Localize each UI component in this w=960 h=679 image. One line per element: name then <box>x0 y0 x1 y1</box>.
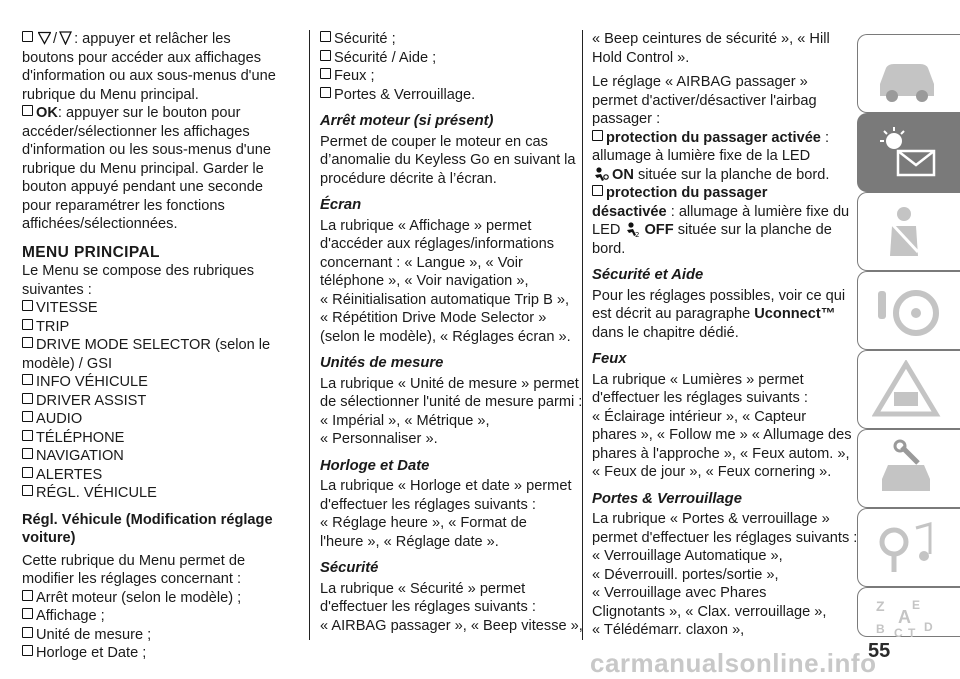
horloge-paragraph <box>320 477 578 551</box>
bullet-square-icon <box>22 374 33 385</box>
airbag-led-icon <box>592 166 609 183</box>
list-item <box>22 318 302 337</box>
text-line: « AIRBAG passager », « Beep vitesse », <box>320 617 583 634</box>
bullet-square-icon <box>22 627 33 638</box>
text-line: bord. <box>592 240 626 257</box>
on-label: ON <box>612 166 634 183</box>
regl-line: modifier les réglages concernant : <box>22 571 242 587</box>
chapter-tab-safety[interactable] <box>857 192 960 271</box>
text-line: permet d'activer/désactiver l'airbag <box>592 92 817 109</box>
svg-text:C: C <box>894 626 903 637</box>
text-line: « Personnaliser ». <box>320 431 438 447</box>
text-line: « Beep ceintures de sécurité », « Hill <box>592 31 830 47</box>
ecran-heading: Écran <box>320 197 362 213</box>
regl-paragraph <box>22 552 302 589</box>
bullet-square-icon <box>22 448 33 459</box>
bullet-square-icon <box>592 185 603 196</box>
unites-paragraph <box>320 375 583 449</box>
list-item <box>320 30 578 49</box>
svg-text:T: T <box>908 626 916 637</box>
list-item-label: AUDIO <box>36 411 83 427</box>
list-item-label: ALERTES <box>36 466 103 483</box>
text-line: « Déverrouill. portes/sortie », <box>592 566 779 583</box>
column-divider <box>309 30 310 640</box>
text-line: d’anomalie du Keyless Go en suivant la <box>320 152 576 168</box>
airbag-paragraph <box>592 73 854 129</box>
text-line: « Répétition Drive Mode Selector » <box>320 310 547 326</box>
list-item-label: DRIVER ASSIST <box>36 392 147 409</box>
text-fragment: LED <box>592 222 621 238</box>
column-divider <box>582 30 583 640</box>
seatbelt-icon <box>872 202 942 262</box>
warning-triangle-icon <box>872 360 942 420</box>
protection-desactive-item <box>592 184 854 258</box>
bullet-square-icon <box>22 467 33 478</box>
svg-text:B: B <box>876 622 885 636</box>
ecran-paragraph <box>320 217 578 347</box>
chapter-tab-dashboard[interactable] <box>857 113 960 192</box>
text-line: « Réinitialisation automatique Trip B », <box>320 291 570 308</box>
text-line: d'effectuer les réglages suivants : <box>320 599 536 615</box>
text-line: procédure décrite à l’écran. <box>320 170 497 187</box>
svg-text:E: E <box>912 598 921 612</box>
bullet-square-icon <box>22 319 33 330</box>
bullet-square-icon <box>22 411 33 422</box>
dashboard-lights-icon <box>872 123 942 183</box>
horloge-heading: Horloge et Date <box>320 457 430 474</box>
ok-line: d'information ou les sous-menus d'une <box>22 142 271 158</box>
chapter-tab-maintenance[interactable] <box>857 429 960 508</box>
list-item <box>22 626 302 645</box>
text-line: permet d'effectuer les réglages suivants : <box>592 529 858 546</box>
heading-line: voiture) <box>22 530 76 546</box>
securite-aide-heading: Sécurité et Aide <box>592 267 704 283</box>
text-line: d'accéder aux réglages/informations <box>320 236 554 252</box>
ok-line: pour reparamétrer les fonctions <box>22 197 225 214</box>
text-line: Permet de couper le moteur en cas <box>320 133 548 150</box>
text-line: d'effectuer les réglages suivants : <box>320 496 536 513</box>
menu-list <box>22 299 302 503</box>
intro-paragraph <box>22 30 302 104</box>
list-item <box>22 644 302 663</box>
bullet-square-icon <box>592 130 603 141</box>
text-line: La rubrique « Affichage » permet <box>320 217 532 234</box>
separator: / <box>53 31 58 47</box>
list-item-label: VITESSE <box>36 300 98 316</box>
list-item <box>22 429 302 448</box>
bullet-square-icon <box>22 300 33 311</box>
svg-text:2: 2 <box>635 231 640 238</box>
text-line: « Verrouillage avec Phares <box>592 585 767 601</box>
svg-text:D: D <box>924 620 933 634</box>
list-item-label: Portes & Verrouillage. <box>334 86 476 103</box>
list-item <box>22 484 302 503</box>
bullet-square-icon <box>22 608 33 619</box>
text-fragment: située sur la planche de bord. <box>633 166 830 183</box>
list-item-label: INFO VÉHICULE <box>36 374 148 390</box>
intro-line: boutons pour accéder aux affichages <box>22 49 262 66</box>
uconnect-term: Uconnect™ <box>754 306 836 322</box>
bullet-square-icon <box>22 393 33 404</box>
text-line: Pour les réglages possibles, voir ce qui <box>592 287 846 304</box>
bullet-square-icon <box>320 68 331 79</box>
text-fragment: : <box>820 129 830 146</box>
menu-intro-line: suivantes : <box>22 281 92 298</box>
text-line: phares », « Follow me » « Allumage des <box>592 427 852 443</box>
text-line: La rubrique « Lumières » permet <box>592 371 804 388</box>
intro-text: : appuyer et relâcher les <box>74 31 231 47</box>
bullet-square-icon <box>22 645 33 656</box>
text-line: « Réglage heure », « Format de <box>320 515 527 531</box>
steering-wheel-icon <box>872 281 942 341</box>
ok-line: affichées/sélectionnées. <box>22 216 178 232</box>
text-line: téléphone », « Voir navigation », <box>320 273 529 289</box>
heading-line: Régl. Véhicule (Modification réglage <box>22 511 273 528</box>
page-number: 55 <box>868 640 891 662</box>
bullet-square-icon <box>22 105 33 116</box>
ok-line: accéder/sélectionner les affichages <box>22 123 250 140</box>
list-item-continuation: modèle) / GSI <box>22 355 113 372</box>
ok-line: rubrique du Menu principal. Garder le <box>22 160 264 177</box>
arret-paragraph <box>320 133 578 189</box>
list-item-label: DRIVE MODE SELECTOR (selon le <box>36 337 271 353</box>
bullet-square-icon <box>22 485 33 496</box>
text-line: d'effectuer les réglages suivants : <box>592 390 808 406</box>
text-line: Hold Control ». <box>592 49 690 66</box>
chapter-tab-car[interactable] <box>857 34 960 113</box>
feux-heading: Feux <box>592 351 627 367</box>
bold-term: protection du passager activée <box>606 129 821 146</box>
ok-line: bouton appuyé pendant une seconde <box>22 179 264 195</box>
bullet-square-icon <box>22 337 33 348</box>
list-item-label: Feux ; <box>334 68 375 84</box>
list-item-label: Arrêt moteur (selon le modèle) ; <box>36 589 242 606</box>
text-line: phares à l'approche », « Feux autom. », <box>592 445 850 462</box>
regl-line: Cette rubrique du Menu permet de <box>22 552 246 569</box>
bullet-square-icon <box>320 50 331 61</box>
text-line: concernant : « Langue », « Voir <box>320 254 523 271</box>
text-line: dans le chapitre dédié. <box>592 324 739 341</box>
menu-principal-heading: MENU PRINCIPAL <box>22 243 160 261</box>
text-fragment: située sur la planche de <box>673 222 832 238</box>
text-line: passager : <box>592 111 661 127</box>
airbag-off-led-icon <box>624 221 641 238</box>
chapter-tab-emergency[interactable] <box>857 350 960 429</box>
chapter-tabs <box>857 0 960 678</box>
text-line: Le réglage « AIRBAG passager » <box>592 74 808 90</box>
text-line: « Impérial », « Métrique », <box>320 412 490 429</box>
text-line: La rubrique « Sécurité » permet <box>320 580 526 597</box>
column-2 <box>320 30 583 635</box>
text-fragment: est décrit au paragraphe <box>592 306 755 322</box>
text-fragment: : allumage à lumière fixe du <box>666 203 850 220</box>
feux-paragraph <box>592 371 854 482</box>
list-item-label: Affichage ; <box>36 608 105 624</box>
bold-term: désactivée <box>592 203 667 220</box>
beep-paragraph <box>592 30 854 67</box>
portes-heading: Portes & Verrouillage <box>592 490 742 507</box>
list-item <box>22 410 302 429</box>
text-line: La rubrique « Portes & verrouillage » <box>592 511 830 527</box>
text-line: La rubrique « Unité de mesure » permet <box>320 375 579 392</box>
arrow-down-button-icon <box>59 31 72 45</box>
chapter-tab-multimedia[interactable] <box>857 508 960 587</box>
list-item <box>22 447 302 466</box>
list-item-label: TRIP <box>36 318 70 335</box>
unites-heading: Unités de mesure <box>320 355 444 371</box>
column-3 <box>592 30 858 640</box>
text-line: « Verrouillage Automatique », <box>592 548 783 564</box>
text-line: La rubrique « Horloge et date » permet <box>320 478 572 494</box>
bullet-square-icon <box>22 31 33 42</box>
list-item-label: NAVIGATION <box>36 448 124 464</box>
settings-list <box>320 30 578 104</box>
list-item <box>320 86 578 105</box>
intro-line: d'information ou aux sous-menus d'une <box>22 68 276 84</box>
list-item <box>320 67 578 86</box>
portes-paragraph <box>592 510 858 640</box>
wrench-car-icon <box>872 439 942 499</box>
list-item-label: Horloge et Date ; <box>36 645 147 661</box>
ok-text: : appuyer sur le bouton pour <box>57 105 241 121</box>
text-line: l'heure », « Réglage date ». <box>320 533 499 550</box>
text-line: Clignotants », « Clax. verrouillage », <box>592 603 827 620</box>
text-line: « Feux de jour », « Feux cornering ». <box>592 464 832 480</box>
securite-heading: Sécurité <box>320 560 379 576</box>
alphabet-index-icon <box>872 597 942 637</box>
arrow-up-button-icon <box>38 31 51 45</box>
list-item-label: Sécurité ; <box>334 31 396 47</box>
menu-intro-line: Le Menu se compose des rubriques <box>22 263 255 279</box>
music-nav-icon <box>872 518 942 578</box>
watermark: carmanualsonline.info <box>590 648 877 678</box>
text-line: allumage à lumière fixe de la LED <box>592 148 811 164</box>
list-item <box>22 607 302 626</box>
arret-moteur-heading: Arrêt moteur (si présent) <box>320 113 494 129</box>
chapter-tab-index[interactable] <box>857 587 960 637</box>
list-item <box>22 373 302 392</box>
list-item-label: Sécurité / Aide ; <box>334 49 437 66</box>
protection-active-item <box>592 129 854 185</box>
bold-term: protection du passager <box>606 185 768 201</box>
intro-line: rubrique du Menu principal. <box>22 86 199 103</box>
chapter-tab-starting[interactable] <box>857 271 960 350</box>
list-item <box>320 49 578 68</box>
svg-text:Z: Z <box>876 598 885 614</box>
menu-intro <box>22 262 302 299</box>
list-item-label: RÉGL. VÉHICULE <box>36 485 157 501</box>
text-line: « Télédémarr. claxon », <box>592 622 745 638</box>
securite-paragraph <box>320 580 583 636</box>
list-item <box>22 392 302 411</box>
regl-list <box>22 589 302 663</box>
list-item <box>22 336 302 355</box>
text-line: « Éclairage intérieur », « Capteur <box>592 408 807 425</box>
regl-vehicule-heading <box>22 511 302 548</box>
text-line: de sélectionner l'unité de mesure parmi : <box>320 394 583 410</box>
securite-aide-paragraph <box>592 287 854 343</box>
bullet-square-icon <box>22 590 33 601</box>
list-item-label: TÉLÉPHONE <box>36 429 125 446</box>
bullet-square-icon <box>320 87 331 98</box>
svg-text:A: A <box>898 607 911 627</box>
column-1 <box>22 30 302 663</box>
list-item <box>22 299 302 318</box>
list-item-label: Unité de mesure ; <box>36 626 152 643</box>
bullet-square-icon <box>320 31 331 42</box>
text-line: (selon le modèle), « Réglages écran ». <box>320 328 571 345</box>
ok-label: OK <box>36 105 58 121</box>
list-item <box>22 589 302 608</box>
list-item <box>22 466 302 485</box>
off-label: OFF <box>644 222 674 238</box>
ok-paragraph <box>22 104 302 234</box>
bullet-square-icon <box>22 430 33 441</box>
car-icon <box>872 44 942 104</box>
